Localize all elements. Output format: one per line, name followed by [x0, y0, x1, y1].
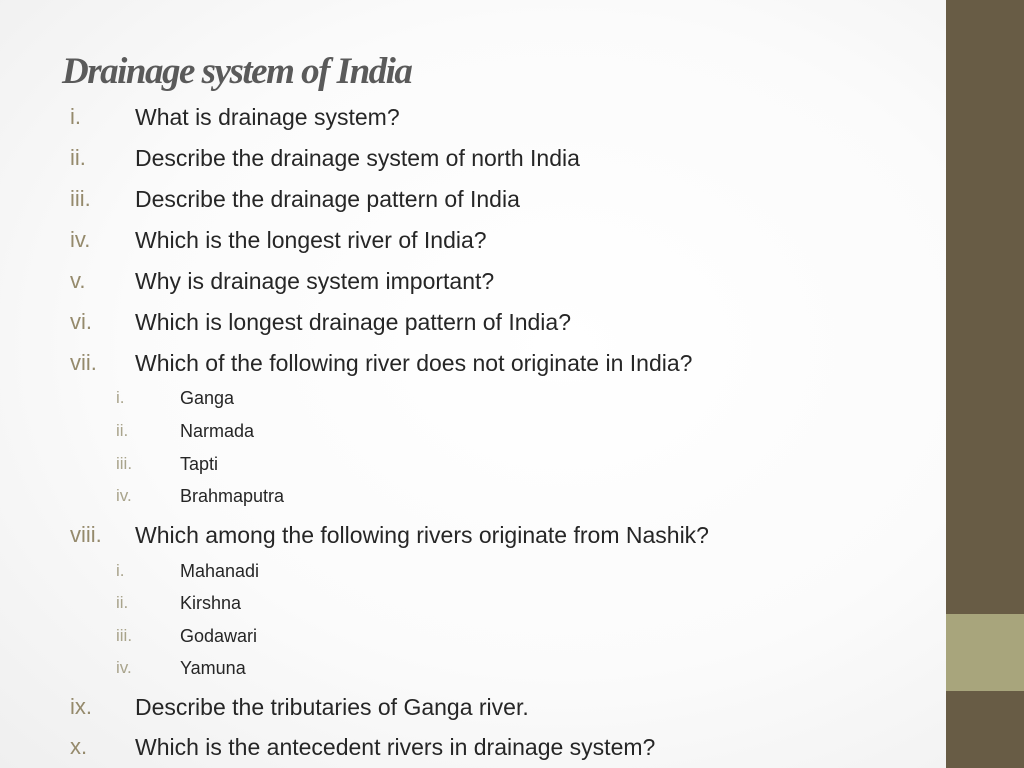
- question-number: ix.: [70, 694, 92, 719]
- question-number: iii.: [70, 186, 91, 211]
- option-number: iv.: [116, 486, 132, 505]
- question-text: Which is longest drainage pattern of India?: [135, 309, 571, 335]
- question-number: x.: [70, 734, 88, 759]
- option-text: Yamuna: [180, 658, 246, 678]
- option-text: Mahanadi: [180, 561, 260, 581]
- question-text: What is drainage system?: [135, 104, 400, 130]
- question-number: iv.: [70, 227, 91, 252]
- option-text: Brahmaputra: [180, 486, 285, 506]
- option-text: Godawari: [180, 626, 258, 646]
- option-number: iii.: [116, 626, 133, 645]
- slide-title: Drainage system of India: [62, 51, 412, 92]
- sidebar-dark-block: [946, 0, 1024, 614]
- option-text: Ganga: [180, 388, 235, 408]
- question-text: Which of the following river does not originate in India?: [135, 350, 693, 376]
- option-number: iii.: [116, 454, 133, 473]
- question-text: Which is the longest river of India?: [135, 227, 487, 253]
- question-text: Which is the antecedent rivers in drainage system?: [135, 734, 656, 760]
- option-number: i.: [116, 561, 125, 580]
- question-text: Describe the tributaries of Ganga river.: [135, 694, 529, 720]
- option-number: i.: [116, 388, 125, 407]
- question-number: viii.: [70, 522, 102, 547]
- question-number: i.: [70, 104, 81, 129]
- question-number: v.: [70, 268, 86, 293]
- question-text: Why is drainage system important?: [135, 268, 495, 294]
- question-number: vii.: [70, 350, 97, 375]
- question-text: Describe the drainage pattern of India: [135, 186, 520, 212]
- option-text: Kirshna: [180, 593, 242, 613]
- sidebar-dark-block-bottom: [946, 691, 1024, 768]
- question-number: vi.: [70, 309, 92, 334]
- question-text: Which among the following rivers originate from Nashik?: [135, 522, 709, 548]
- sidebar-accent-block: [946, 614, 1024, 691]
- option-number: ii.: [116, 421, 129, 440]
- option-text: Tapti: [180, 454, 219, 474]
- question-text: Describe the drainage system of north India: [135, 145, 580, 171]
- option-text: Narmada: [180, 421, 255, 441]
- option-number: iv.: [116, 658, 132, 677]
- question-number: ii.: [70, 145, 86, 170]
- option-number: ii.: [116, 593, 129, 612]
